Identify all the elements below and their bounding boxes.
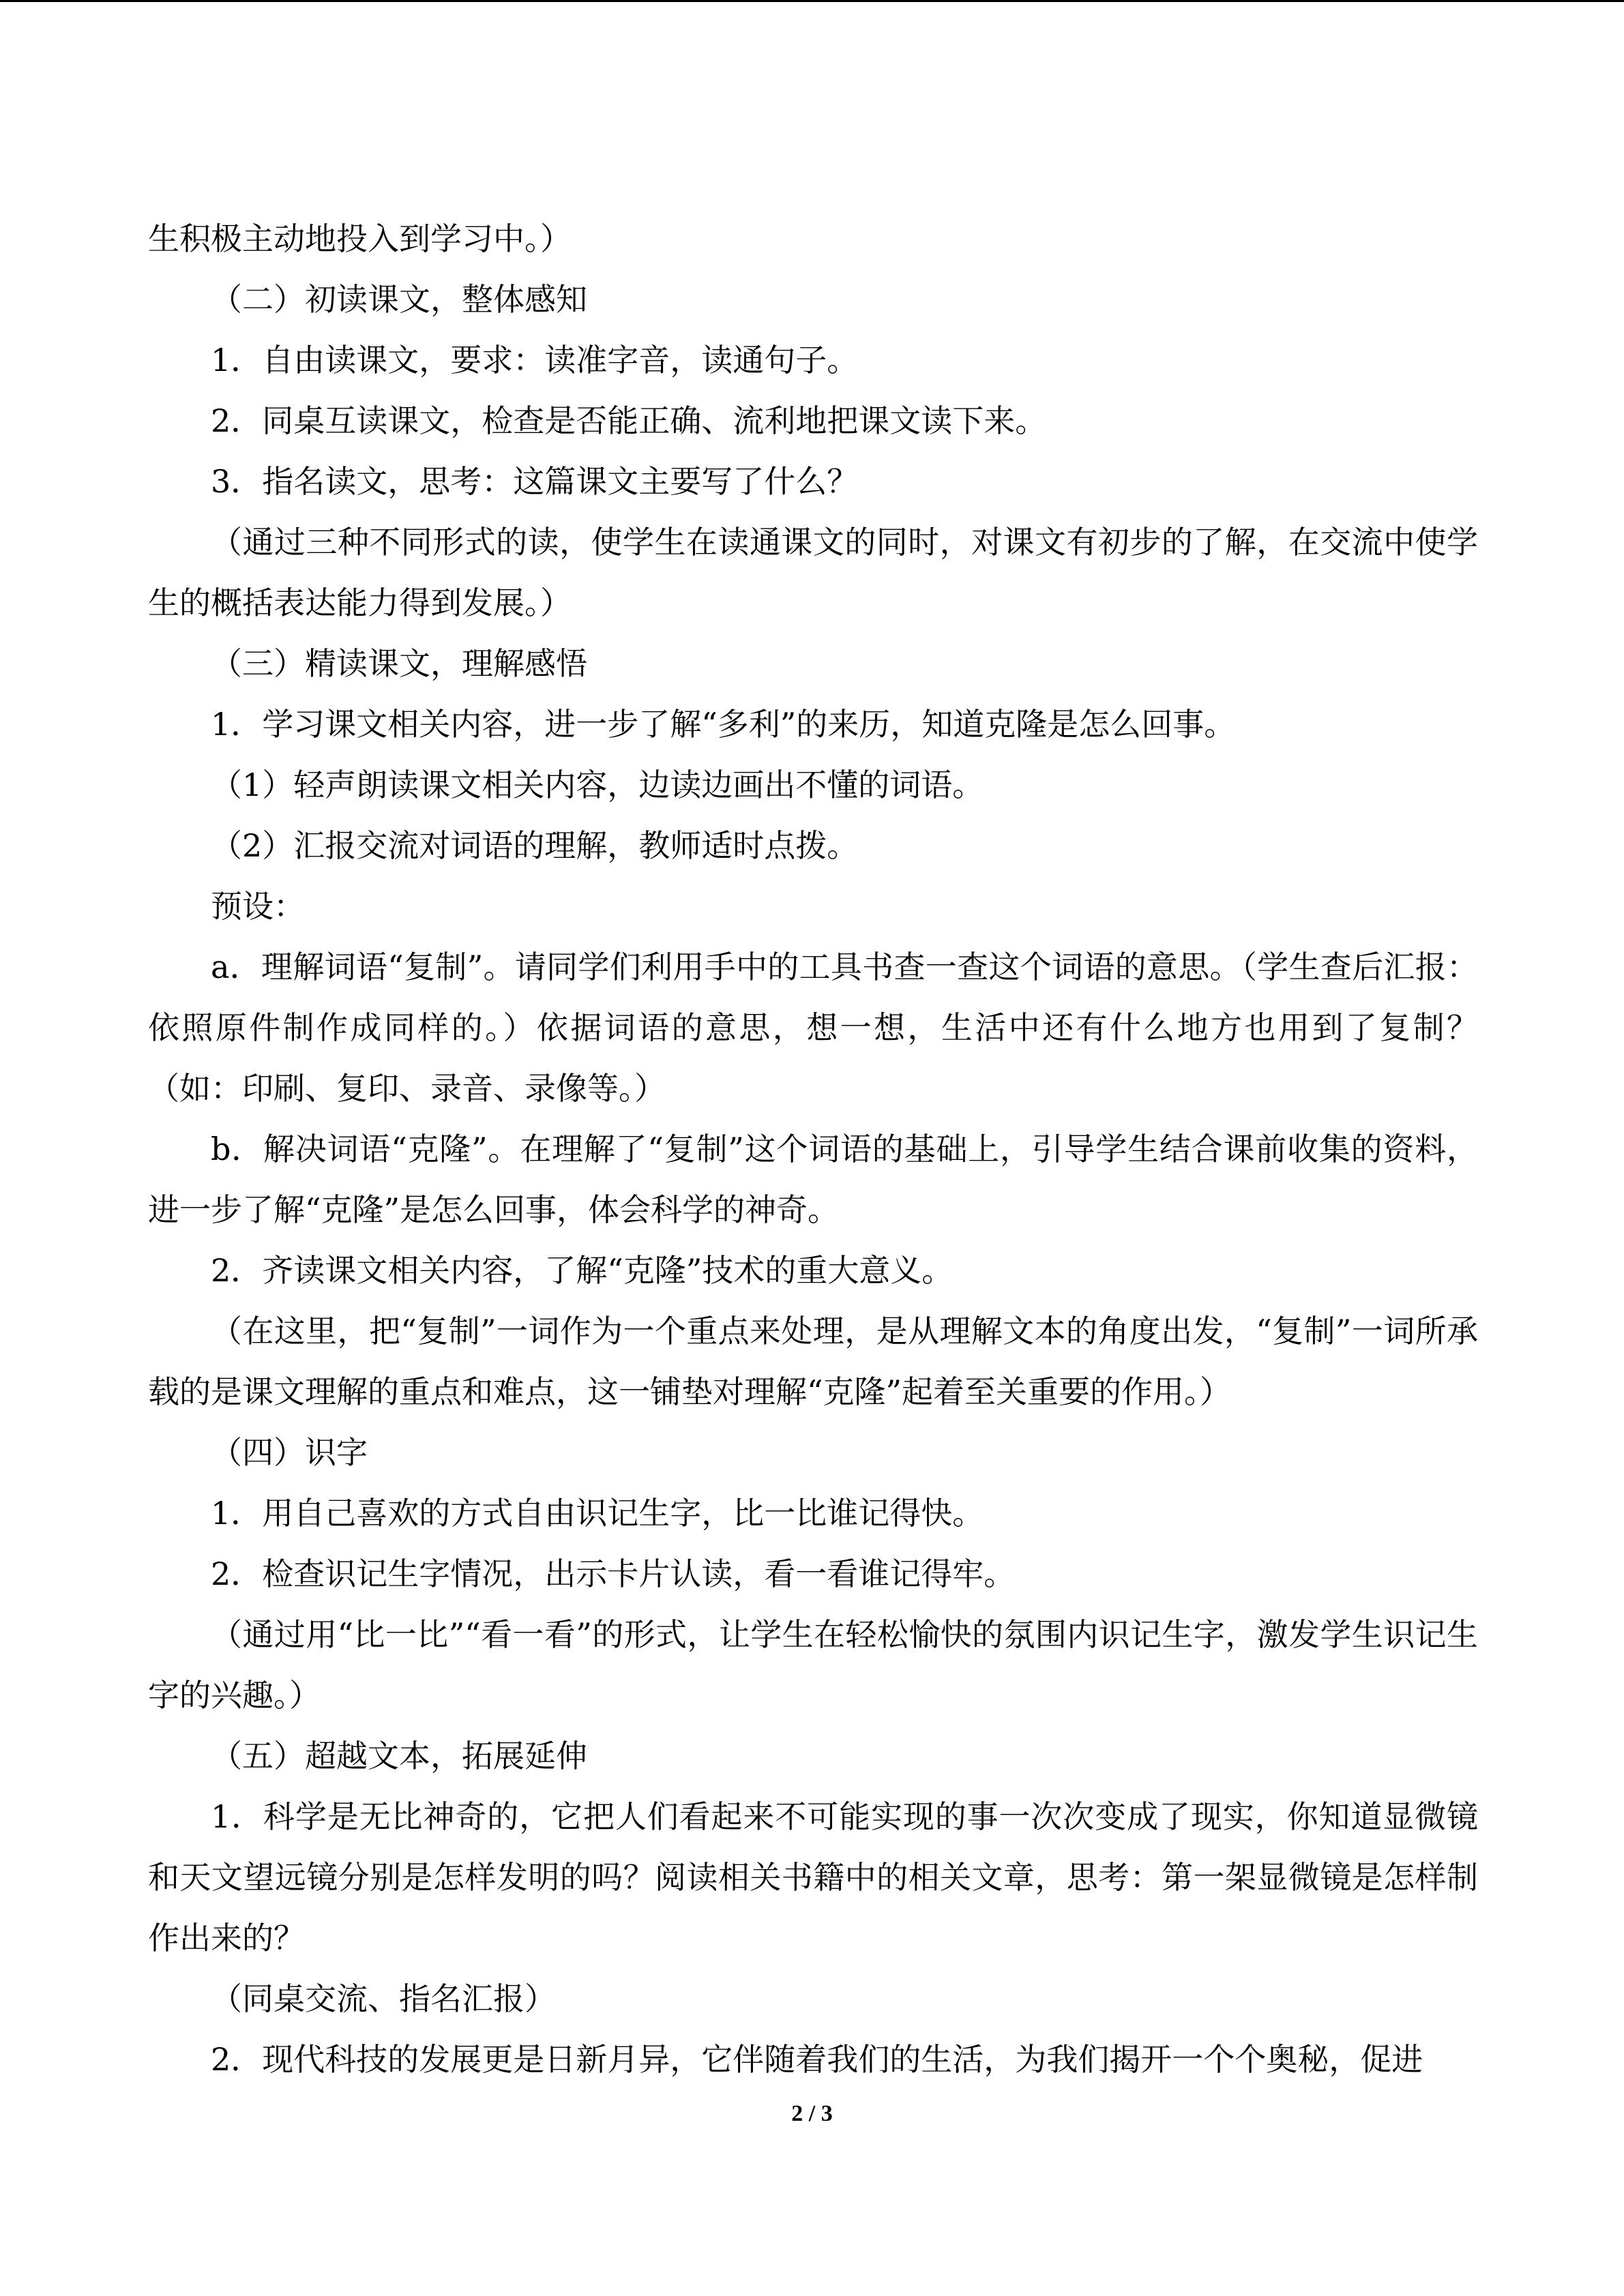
section-heading: （五）超越文本，拓展延伸 [211,1738,587,1774]
paragraph: 预设： [211,888,305,925]
paragraph: 2．现代科技的发展更是日新月异，它伴随着我们的生活，为我们揭开一个个奥秘，促进 [211,2041,1423,2078]
paragraph: 1．科学是无比神奇的，它把人们看起来不可能实现的事一次次变成了现实，你知道显微镜和天文望远镜分别是怎样发明的吗？阅读相关书籍中的相关文章，思考：第一架显微镜是怎样制作出来的？ [148,1798,1478,1956]
paragraph: （2）汇报交流对词语的理解，教师适时点拨。 [211,827,859,864]
paragraph: 2．齐读课文相关内容，了解“克隆”技术的重大意义。 [211,1252,954,1289]
paragraph: （通过用“比一比”“看一看”的形式，让学生在轻松愉快的氛围内识记生字，激发学生识记生字的兴趣。） [148,1616,1478,1714]
section-heading: （二）初读课文，整体感知 [211,281,587,318]
paragraph: 生积极主动地投入到学习中。） [148,220,572,257]
section-heading: （三）精读课文，理解感悟 [211,645,587,682]
paragraph: 1．用自己喜欢的方式自由识记生字，比一比谁记得快。 [211,1495,984,1532]
paragraph: （通过三种不同形式的读，使学生在读通课文的同时，对课文有初步的了解，在交流中使学生的概括表达能力得到发展。） [148,524,1478,621]
paragraph: （在这里，把“复制”一词作为一个重点来处理，是从理解文本的角度出发，“复制”一词所承载的是课文理解的重点和难点，这一铺垫对理解“克隆”起着至关重要的作用。） [148,1313,1478,1410]
paragraph: 3．指名读文，思考：这篇课文主要写了什么？ [211,463,859,500]
paragraph: （同桌交流、指名汇报） [211,1980,556,2017]
paragraph: 2．检查识记生字情况，出示卡片认读，看一看谁记得牢。 [211,1555,1016,1592]
paragraph: a．理解词语“复制”。请同学们利用手中的工具书查一查这个词语的意思。（学生查后汇报：依照原件制作成同样的。）依据词语的意思，想一想，生活中还有什么地方也用到了复制？（如：印刷、复印、录音、录像等。） [148,949,1478,1107]
document-body [148,209,1478,2090]
paragraph: b．解决词语“克隆”。在理解了“复制”这个词语的基础上，引导学生结合课前收集的资料，进一步了解“克隆”是怎么回事，体会科学的神奇。 [148,1131,1478,1228]
paragraph: 1．自由读课文，要求：读准字音，读通句子。 [211,342,859,378]
section-heading: （四）识字 [211,1434,368,1471]
paragraph: 1．学习课文相关内容，进一步了解“多利”的来历，知道克隆是怎么回事。 [211,706,1236,743]
top-border-line [0,0,1624,2]
paragraph: （1）轻声朗读课文相关内容，边读边画出不懂的词语。 [211,766,984,803]
page-number: 2 / 3 [791,2101,833,2126]
paragraph: 2．同桌互读课文，检查是否能正确、流利地把课文读下来。 [211,402,1047,439]
